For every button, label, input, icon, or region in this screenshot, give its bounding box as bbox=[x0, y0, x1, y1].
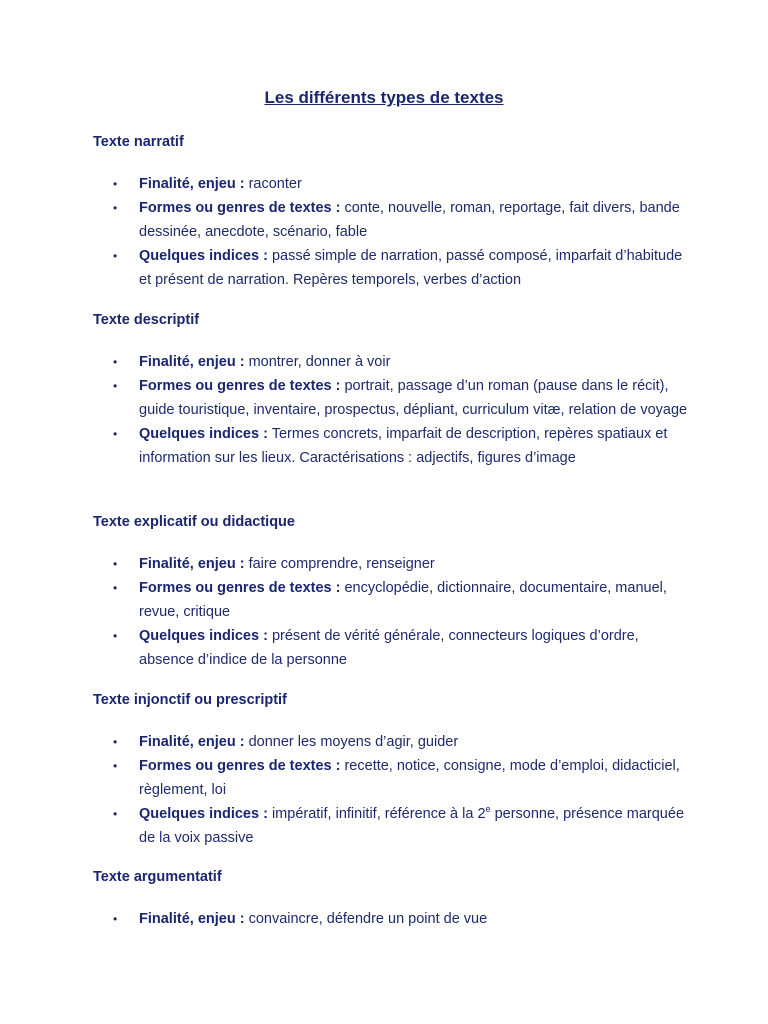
bullet-icon: • bbox=[113, 427, 118, 441]
list-item bbox=[93, 244, 693, 292]
bullet-list bbox=[93, 907, 693, 931]
item-label: Finalité, enjeu : bbox=[139, 354, 245, 370]
list-item bbox=[93, 422, 693, 470]
bullet-list bbox=[93, 730, 693, 850]
item-text: Termes concrets, imparfait de description, repères spatiaux et information sur les lieux. Caractérisations : adjectifs, figures d’image bbox=[139, 426, 668, 466]
section-narratif bbox=[93, 132, 693, 292]
bullet-icon: • bbox=[113, 735, 118, 749]
bullet-icon: • bbox=[113, 807, 118, 821]
item-text: encyclopédie, dictionnaire, documentaire, manuel, revue, critique bbox=[139, 580, 667, 620]
list-item bbox=[93, 552, 693, 576]
bullet-icon: • bbox=[113, 249, 118, 263]
list-item bbox=[93, 802, 693, 850]
list-item bbox=[93, 196, 693, 244]
list-item bbox=[93, 172, 693, 196]
bullet-icon: • bbox=[113, 557, 118, 571]
list-item bbox=[93, 907, 693, 931]
item-label: Formes ou genres de textes : bbox=[139, 580, 341, 596]
bullet-list bbox=[93, 172, 693, 292]
item-text: faire comprendre, renseigner bbox=[244, 556, 435, 572]
section-heading: Texte descriptif bbox=[93, 312, 200, 328]
list-item bbox=[93, 754, 693, 802]
item-label: Formes ou genres de textes : bbox=[139, 758, 341, 774]
bullet-list bbox=[93, 552, 693, 672]
item-text: donner les moyens d’agir, guider bbox=[244, 734, 459, 750]
item-label: Finalité, enjeu : bbox=[139, 556, 245, 572]
item-text: présent de vérité générale, connecteurs logiques d’ordre, absence d’indice de la personne bbox=[139, 628, 639, 668]
item-text: personne, présence marquée de la voix passive bbox=[139, 806, 685, 846]
section-heading: Texte narratif bbox=[93, 134, 184, 150]
bullet-icon: • bbox=[113, 912, 118, 926]
bullet-icon: • bbox=[113, 629, 118, 643]
item-label: Quelques indices : bbox=[139, 248, 268, 264]
section-heading: Texte injonctif ou prescriptif bbox=[93, 692, 287, 708]
item-text: raconter bbox=[244, 176, 302, 192]
item-text: conte, nouvelle, roman, reportage, fait divers, bande dessinée, anecdote, scénario, fable bbox=[139, 200, 680, 240]
item-text: convaincre, défendre un point de vue bbox=[244, 911, 488, 927]
bullet-icon: • bbox=[113, 759, 118, 773]
bullet-icon: • bbox=[113, 581, 118, 595]
list-item bbox=[93, 730, 693, 754]
section-argumentatif bbox=[93, 867, 693, 931]
bullet-icon: • bbox=[113, 379, 118, 393]
page-title: Les différents types de textes bbox=[264, 88, 504, 107]
item-label: Formes ou genres de textes : bbox=[139, 200, 341, 216]
bullet-icon: • bbox=[113, 177, 118, 191]
item-text: passé simple de narration, passé composé, imparfait d’habitude et présent de narration. Repères temporels, verbes d’action bbox=[139, 248, 683, 288]
list-item bbox=[93, 576, 693, 624]
item-text: impératif, infinitif, référence à la 2 bbox=[267, 806, 486, 822]
section-heading: Texte argumentatif bbox=[93, 869, 222, 885]
item-label: Finalité, enjeu : bbox=[139, 176, 245, 192]
section-heading: Texte explicatif ou didactique bbox=[93, 514, 295, 530]
section-descriptif bbox=[93, 310, 693, 470]
section-injonctif bbox=[93, 690, 693, 850]
item-text: montrer, donner à voir bbox=[244, 354, 391, 370]
list-item bbox=[93, 624, 693, 672]
list-item bbox=[93, 350, 693, 374]
list-item bbox=[93, 374, 693, 422]
item-label: Quelques indices : bbox=[139, 806, 268, 822]
item-label: Finalité, enjeu : bbox=[139, 911, 245, 927]
item-label: Finalité, enjeu : bbox=[139, 734, 245, 750]
item-label: Quelques indices : bbox=[139, 426, 268, 442]
section-explicatif bbox=[93, 512, 693, 672]
bullet-list bbox=[93, 350, 693, 470]
superscript: e bbox=[485, 804, 491, 815]
item-label: Quelques indices : bbox=[139, 628, 268, 644]
item-text: recette, notice, consigne, mode d’emploi, didacticiel, règlement, loi bbox=[139, 758, 680, 798]
item-text: portrait, passage d’un roman (pause dans le récit), guide touristique, inventaire, prospectus, dépliant, curriculum vitæ, relation de voyage bbox=[139, 378, 688, 418]
bullet-icon: • bbox=[113, 201, 118, 215]
item-label: Formes ou genres de textes : bbox=[139, 378, 341, 394]
bullet-icon: • bbox=[113, 355, 118, 369]
